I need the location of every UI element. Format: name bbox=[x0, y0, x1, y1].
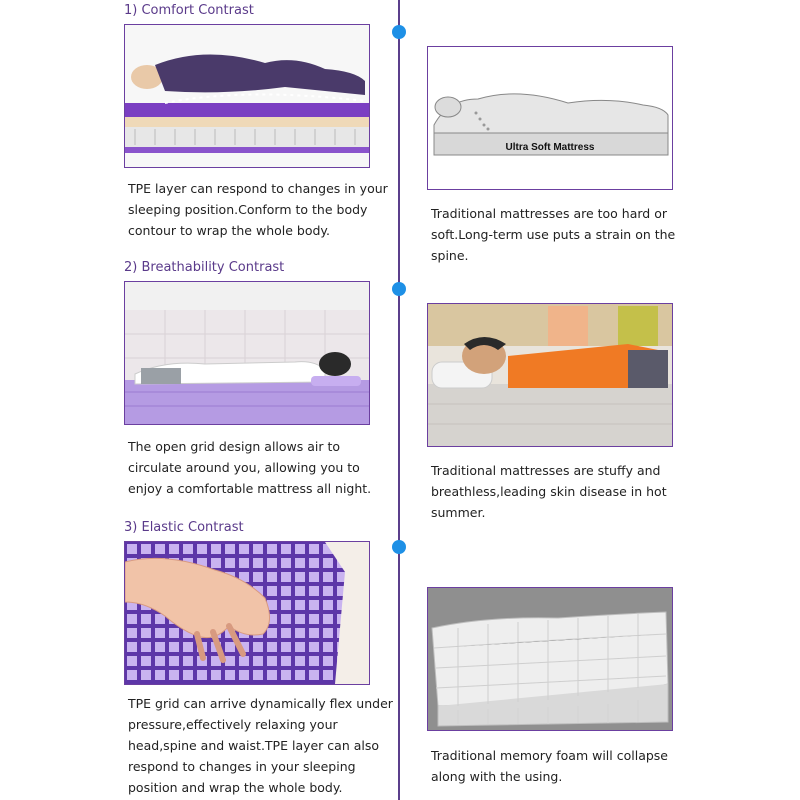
caption-line: soft.Long-term use puts a strain on the bbox=[431, 227, 676, 242]
caption-line: TPE layer can respond to changes in your bbox=[128, 181, 388, 196]
timeline-dot bbox=[392, 25, 406, 39]
caption-line: TPE grid can arrive dynamically flex under bbox=[128, 696, 393, 711]
caption-line: Traditional memory foam will collapse bbox=[431, 748, 668, 763]
caption-line: pressure,effectively relaxing your bbox=[128, 717, 338, 732]
caption-line: summer. bbox=[431, 505, 486, 520]
caption-line: enjoy a comfortable mattress all night. bbox=[128, 481, 372, 496]
elastic-traditional-caption bbox=[431, 745, 668, 787]
comfort-traditional-image bbox=[427, 46, 673, 190]
elastic-traditional-image bbox=[427, 587, 673, 731]
breathability-tpe-image bbox=[124, 281, 370, 425]
breathability-traditional-caption bbox=[431, 460, 667, 523]
caption-line: position and wrap the whole body. bbox=[128, 780, 343, 795]
caption-line: contour to wrap the whole body. bbox=[128, 223, 331, 238]
timeline-dot bbox=[392, 540, 406, 554]
caption-line: Traditional mattresses are stuffy and bbox=[431, 463, 661, 478]
section-heading-elastic: 3) Elastic Contrast bbox=[124, 520, 244, 535]
caption-line: circulate around you, allowing you to bbox=[128, 460, 360, 475]
caption-line: head,spine and waist.TPE layer can also bbox=[128, 738, 380, 753]
mattress-label: Ultra Soft Mattress bbox=[505, 142, 595, 153]
caption-line: spine. bbox=[431, 248, 469, 263]
comfort-tpe-image bbox=[124, 24, 370, 168]
section-heading-comfort: 1) Comfort Contrast bbox=[124, 3, 254, 18]
timeline-divider bbox=[398, 0, 400, 800]
caption-line: Traditional mattresses are too hard or bbox=[431, 206, 668, 221]
breathability-traditional-image bbox=[427, 303, 673, 447]
elastic-tpe-image bbox=[124, 541, 370, 685]
comfort-traditional-caption bbox=[431, 203, 675, 266]
caption-line: respond to changes in your sleeping bbox=[128, 759, 356, 774]
caption-line: along with the using. bbox=[431, 769, 563, 784]
breathability-tpe-caption bbox=[128, 436, 371, 499]
comfort-tpe-caption bbox=[128, 178, 388, 241]
elastic-tpe-caption bbox=[128, 693, 393, 798]
caption-line: The open grid design allows air to bbox=[128, 439, 341, 454]
timeline-dot bbox=[392, 282, 406, 296]
section-heading-breathability: 2) Breathability Contrast bbox=[124, 260, 285, 275]
caption-line: breathless,leading skin disease in hot bbox=[431, 484, 667, 499]
caption-line: sleeping position.Conform to the body bbox=[128, 202, 368, 217]
